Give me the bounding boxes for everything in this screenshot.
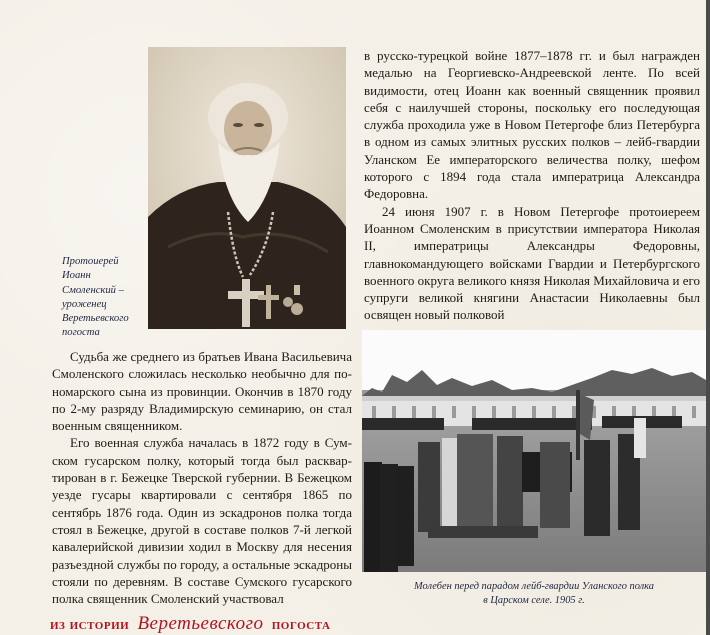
- portrait-caption-line: погоста: [62, 327, 100, 339]
- paragraph: Его военная служба началась в 1872 году в Сумском гусарском полку, который тогда был расквартирован в г. Бежецке Тверской губернии. В Бежецком уезде гусары квартировали с сентября 1865 по сентябрь 1876 года. Один из эскадронов полка тогда стоял в Бежецке, другой в составе полков 7-й легкой кавалерийской дивизии ходил в Москву для несения разъездной службы по городу, а остальные эскадроны стояли по деревням. В составе Сумского гусарского полка священник Смоленский участвовал: [52, 435, 352, 607]
- parade-caption-line: в Царском селе. 1905 г.: [483, 595, 585, 606]
- paragraph: 24 июня 1907 г. в Новом Петергофе протоиереем Иоанном Смоленским в присутствии императора Николая II, императрицы Александры Федоровны, главнокомандующего войсками Гвардии и Петербургского военного округа великого князя Николая Михайловича и его супруги великой княгини Анастасии Николаевны был освящен новый полковой: [364, 203, 700, 323]
- left-column-text: [52, 348, 352, 607]
- parade-illustration: [362, 330, 706, 572]
- portrait-caption-line: Веретьевского: [62, 313, 129, 325]
- portrait-caption-line: Протоиерей: [62, 256, 119, 267]
- portrait-caption-line: Смоленский –: [62, 284, 124, 296]
- portrait-caption: [62, 255, 144, 341]
- portrait-illustration: [148, 47, 346, 329]
- portrait-photo: [148, 47, 346, 329]
- running-footer: [50, 613, 330, 635]
- footer-part-1: из истории: [50, 617, 130, 633]
- footer-part-2: Веретьевского: [137, 613, 264, 634]
- paragraph: Судьба же среднего из братьев Ивана Васильевича Смоленского сложилась несколько необычно для пономарского сына из провинции. Окончив в 1870 году по 2-му разряду Владимирскую семинарию, он стал военным священником.: [52, 349, 352, 434]
- portrait-caption-line: Иоанн: [62, 270, 91, 282]
- parade-caption: [362, 580, 706, 608]
- right-column-text: [364, 47, 700, 324]
- parade-photo: [362, 330, 706, 572]
- footer-part-3: погоста: [271, 617, 331, 633]
- portrait-caption-line: уроженец: [62, 298, 107, 310]
- paragraph: в русско-турецкой войне 1877–1878 гг. и был награжден медалью на Георгиевско-Андреевской ленте. По всей видимости, отец Иоанн как военный священник проявил себя с наилучшей стороны, поскольку его последующая служба проходила уже в Новом Петергофе близ Петербурга в одном из самых элитных русских полков – лейб-гвардии Уланском Ее императорского величества полку, шефом которого с 1894 года стала императрица Александра Федоровна.: [364, 48, 700, 202]
- page-edge-shadow: [706, 0, 710, 635]
- parade-caption-line: Молебен перед парадом лейб-гвардии Уланского полка: [414, 581, 654, 592]
